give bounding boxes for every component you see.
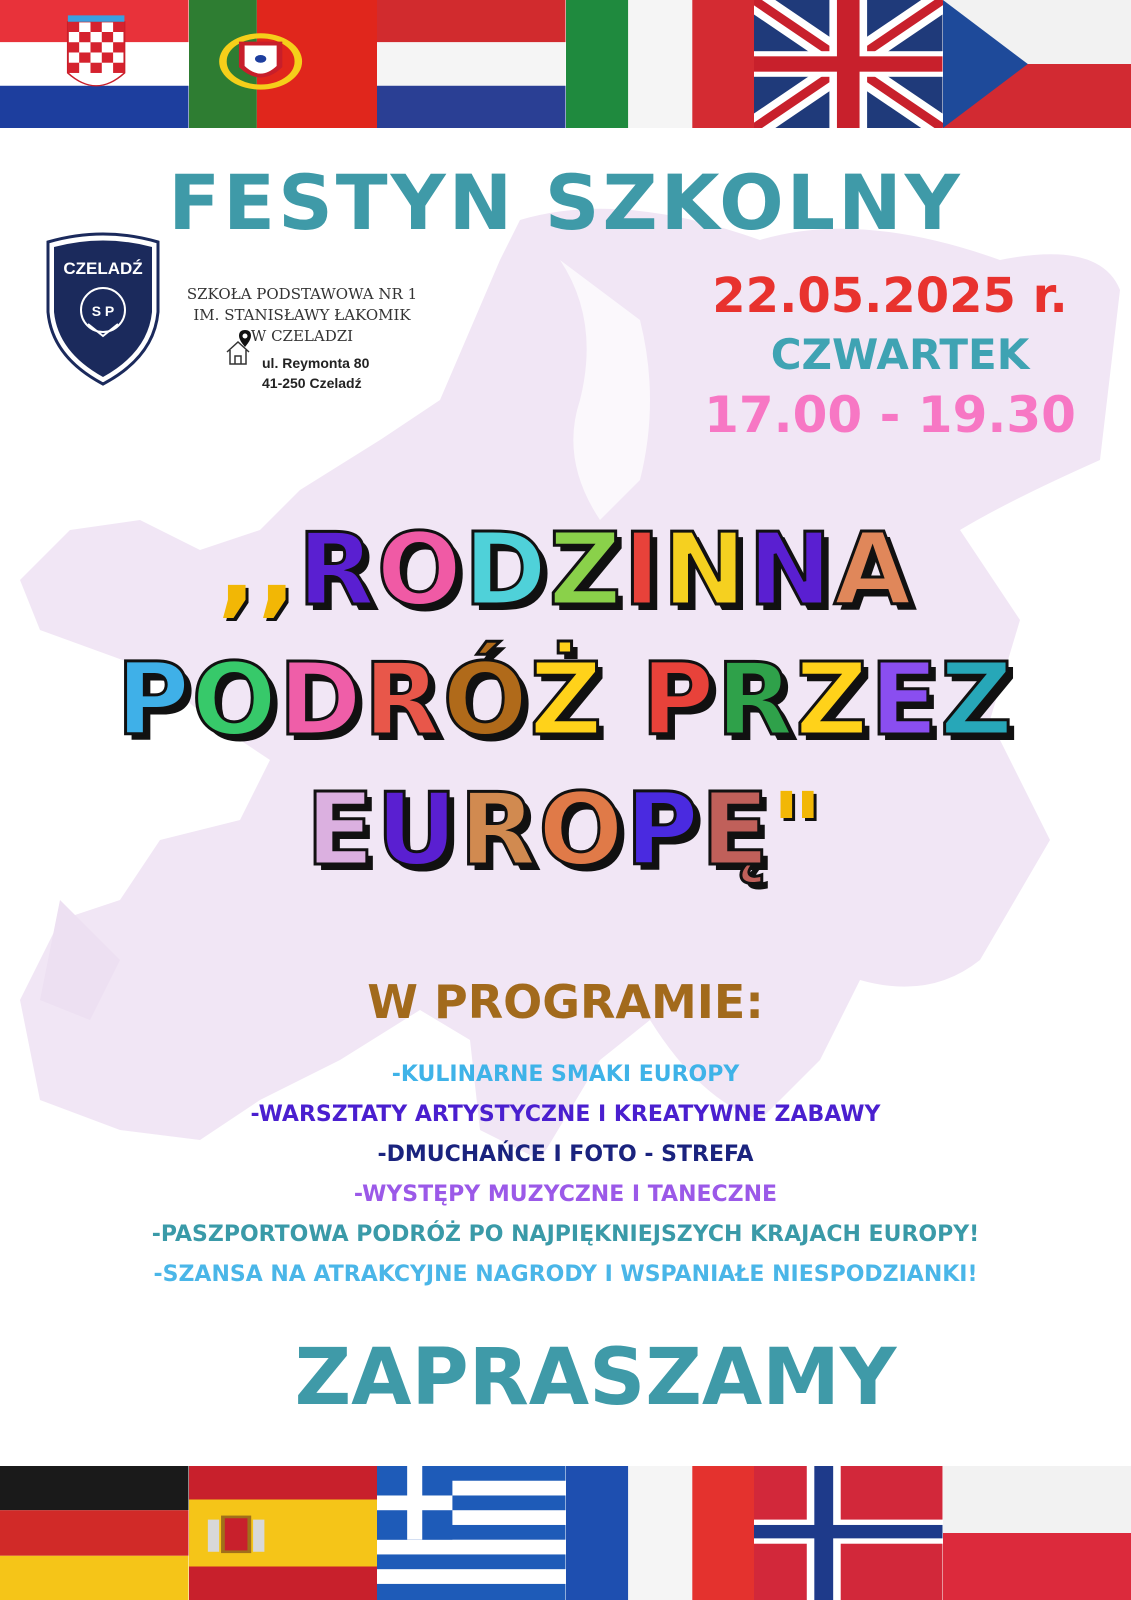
event-date: 22.05.2025 r. — [712, 268, 1068, 324]
portugal-flag — [189, 0, 378, 128]
headline-letter: D — [278, 641, 364, 758]
headline-letter: E — [305, 771, 377, 888]
school-logo — [44, 232, 162, 387]
school-name-line-1: SZKOŁA PODSTAWOWA NR 1 — [186, 285, 418, 303]
program-list — [0, 1055, 1131, 1295]
school-name — [172, 284, 432, 347]
school-name-line-3: W CZELADZI — [250, 327, 354, 345]
program-item: -PASZPORTOWA PODRÓŻ PO NAJPIĘKNIEJSZYCH KRAJACH EUROPY! — [151, 1222, 980, 1247]
headline-letter: Ż — [529, 641, 605, 758]
bottom-flag-row — [0, 1466, 1131, 1600]
spain-flag — [189, 1466, 378, 1600]
headline-letter: Ó — [442, 641, 530, 758]
czech-flag — [943, 0, 1131, 128]
program-item: -WYSTĘPY MUZYCZNE I TANECZNE — [353, 1182, 778, 1207]
logo-monogram: S P — [91, 303, 115, 319]
theme-line-1 — [0, 510, 1131, 630]
headline-letter: Z — [795, 641, 870, 758]
italy-flag — [566, 0, 755, 128]
address-street: ul. Reymonta 80 — [262, 355, 370, 371]
headline-letter: R — [716, 641, 796, 758]
top-flag-row — [0, 0, 1131, 128]
opening-quote: ,, — [217, 511, 298, 628]
headline-letter: N — [748, 511, 834, 628]
headline-letter: R — [297, 511, 377, 628]
closing-quote: " — [771, 771, 826, 888]
program-item: -KULINARNE SMAKI EUROPY — [391, 1062, 740, 1087]
headline-letter: E — [869, 641, 941, 758]
program-item: -WARSZTATY ARTYSTYCZNE I KREATYWNE ZABAWY — [250, 1102, 881, 1127]
headline-letter: N — [662, 511, 749, 628]
program-item: -SZANSA NA ATRAKCYJNE NAGRODY I WSPANIAŁE NIESPODZIANKI! — [153, 1262, 978, 1287]
france-flag — [566, 1466, 755, 1600]
page-title: FESTYN SZKOLNY — [168, 158, 963, 247]
address-city: 41-250 Czeladź — [262, 375, 362, 391]
event-day: CZWARTEK — [770, 330, 1030, 379]
headline-letter: P — [641, 641, 717, 758]
invitation-text: ZAPRASZAMY — [294, 1333, 897, 1423]
school-address — [262, 353, 369, 393]
headline-letter: I — [623, 511, 663, 628]
headline-letter: Z — [548, 511, 624, 628]
headline-letter: Z — [940, 641, 1015, 758]
greece-flag — [377, 1466, 566, 1600]
uk-flag — [754, 0, 943, 128]
headline-letter: Ę — [700, 771, 772, 888]
event-time: 17.00 - 19.30 — [704, 386, 1076, 444]
headline-letter: P — [625, 771, 701, 888]
headline-letter: O — [376, 511, 464, 628]
headline-letter: A — [833, 511, 914, 628]
germany-flag — [0, 1466, 189, 1600]
poland-flag — [943, 1466, 1131, 1600]
home-icon — [225, 340, 251, 366]
headline-letter: R — [459, 771, 539, 888]
theme-line-3 — [0, 770, 1131, 890]
croatia-flag — [0, 0, 189, 128]
theme-line-3-letters — [306, 771, 771, 888]
school-name-line-2: IM. STANISŁAWY ŁAKOMIK — [193, 306, 411, 324]
headline-letter: O — [191, 641, 279, 758]
logo-town-text: CZELADŹ — [63, 259, 143, 278]
headline-letter: D — [463, 511, 549, 628]
theme-line-1-letters — [298, 511, 914, 628]
theme-line-2 — [0, 640, 1131, 760]
headline-letter: P — [116, 641, 192, 758]
headline-letter: O — [538, 771, 626, 888]
theme-line-2-letters — [116, 641, 1014, 758]
headline-letter: R — [363, 641, 443, 758]
headline-letter: U — [376, 771, 460, 888]
headline-space — [604, 641, 641, 758]
norway-flag — [754, 1466, 943, 1600]
netherlands-flag — [377, 0, 566, 128]
program-item: -DMUCHAŃCE I FOTO - STREFA — [377, 1142, 754, 1167]
program-title: W PROGRAMIE: — [367, 975, 764, 1029]
